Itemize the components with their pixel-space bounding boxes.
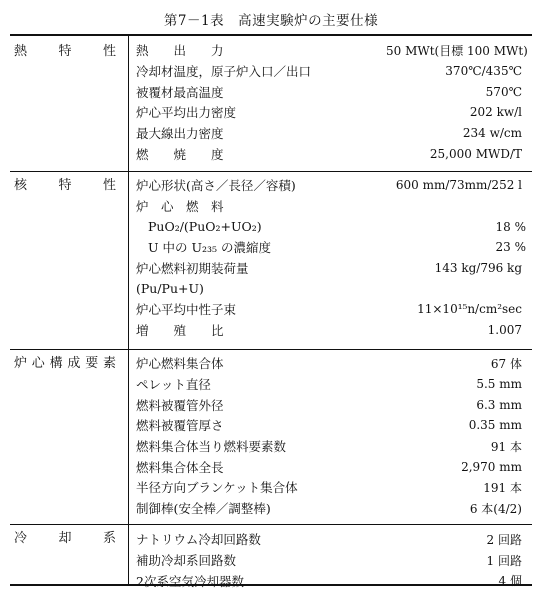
item-value: 67 体	[490, 356, 522, 371]
item-value: 5.5 mm	[476, 377, 522, 392]
section-core-components	[10, 350, 532, 524]
item-label: 制御棒(安全棒／調整棒)	[136, 501, 271, 517]
item-label: ペレット直径	[136, 377, 211, 393]
table-row	[10, 374, 532, 395]
item-label: 最大線出力密度	[136, 126, 224, 142]
item-label: 燃料被覆管厚さ	[136, 418, 224, 434]
item-value: 91 本	[490, 439, 522, 454]
table-row	[10, 456, 532, 477]
table-row	[10, 498, 532, 519]
section-cooling-system	[10, 525, 532, 595]
table-row	[10, 81, 532, 102]
table-row	[10, 216, 532, 237]
item-label: 燃料被覆管外径	[136, 397, 224, 413]
table-row	[10, 436, 532, 457]
item-value: 6 本(4/2)	[469, 501, 522, 516]
table-row	[10, 415, 532, 436]
item-value: 1.007	[487, 323, 522, 338]
spec-sections	[10, 38, 532, 595]
item-label: 燃料集合体全長	[136, 459, 224, 475]
item-label: 炉心平均出力密度	[136, 105, 237, 121]
item-value: 50 MWt(目標 100 MWt)	[386, 43, 528, 58]
item-label: 増 殖 比	[136, 323, 224, 339]
table-row	[10, 320, 532, 341]
table-row	[10, 477, 532, 498]
item-label: PuO₂/(PuO₂+UO₂)	[148, 219, 262, 235]
table-row	[10, 550, 532, 571]
item-label: (Pu/Pu+U)	[136, 281, 204, 297]
table-row	[10, 278, 532, 299]
section-thermal	[10, 38, 532, 171]
item-label: 炉 心 燃 料	[136, 199, 224, 215]
item-value: 202 kw/l	[469, 105, 522, 120]
table-row	[10, 299, 532, 320]
category-label: 核 特 性	[14, 178, 116, 193]
table-row	[10, 570, 532, 591]
item-label: 炉心燃料初期装荷量	[136, 261, 249, 277]
item-label: 燃 焼 度	[136, 146, 224, 162]
category-label: 熱 特 性	[14, 44, 116, 59]
table-title: 第7－1表 高速実験炉の主要仕様	[163, 13, 379, 29]
item-label: 補助冷却系回路数	[136, 553, 237, 569]
table-row	[10, 258, 532, 279]
table-row	[10, 394, 532, 415]
item-value: 2 回路	[486, 532, 522, 547]
item-value: 570℃	[485, 84, 522, 99]
item-label: 半径方向ブランケット集合体	[136, 480, 298, 496]
top-rule	[10, 34, 532, 36]
table-row	[10, 143, 532, 164]
item-value: 370℃/435℃	[445, 64, 522, 79]
table-row	[10, 237, 532, 258]
item-label: 燃料集合体当り燃料要素数	[136, 439, 287, 455]
item-value: 234 w/cm	[462, 126, 522, 141]
table-row	[10, 123, 532, 144]
item-label: U 中の U₂₃₅ の濃縮度	[148, 240, 272, 256]
item-label: 冷却材温度，原子炉入口／出口	[136, 64, 312, 80]
item-label: ナトリウム冷却回路数	[136, 532, 261, 548]
table-row	[10, 61, 532, 82]
item-value: 2,970 mm	[461, 459, 522, 474]
category-label: 炉心構成要素	[14, 356, 116, 371]
item-value: 11×10¹⁵n/cm²sec	[417, 302, 522, 317]
item-label: 2次系空気冷却器数	[136, 573, 244, 589]
item-value: 23 %	[495, 240, 526, 255]
item-label: 炉心平均中性子束	[136, 302, 237, 318]
section-nuclear	[10, 172, 532, 349]
table-row	[10, 196, 532, 217]
item-value: 18 %	[495, 219, 526, 234]
table-row	[10, 102, 532, 123]
item-label: 炉心形状(高さ／長径／容積)	[136, 178, 296, 194]
item-value: 0.35 mm	[468, 418, 522, 433]
item-value: 4 個	[498, 574, 522, 589]
item-label: 炉心燃料集合体	[136, 356, 224, 372]
item-value: 25,000 MWD/T	[429, 146, 522, 161]
item-value: 600 mm/73mm/252 l	[395, 178, 522, 193]
item-value: 6.3 mm	[476, 397, 522, 412]
item-value: 191 本	[483, 480, 522, 495]
item-value: 143 kg/796 kg	[434, 261, 522, 276]
item-label: 熱 出 力	[136, 43, 224, 59]
category-label: 冷 却 系	[14, 531, 116, 546]
item-label: 被覆材最高温度	[136, 84, 224, 100]
item-value: 1 回路	[486, 553, 522, 568]
